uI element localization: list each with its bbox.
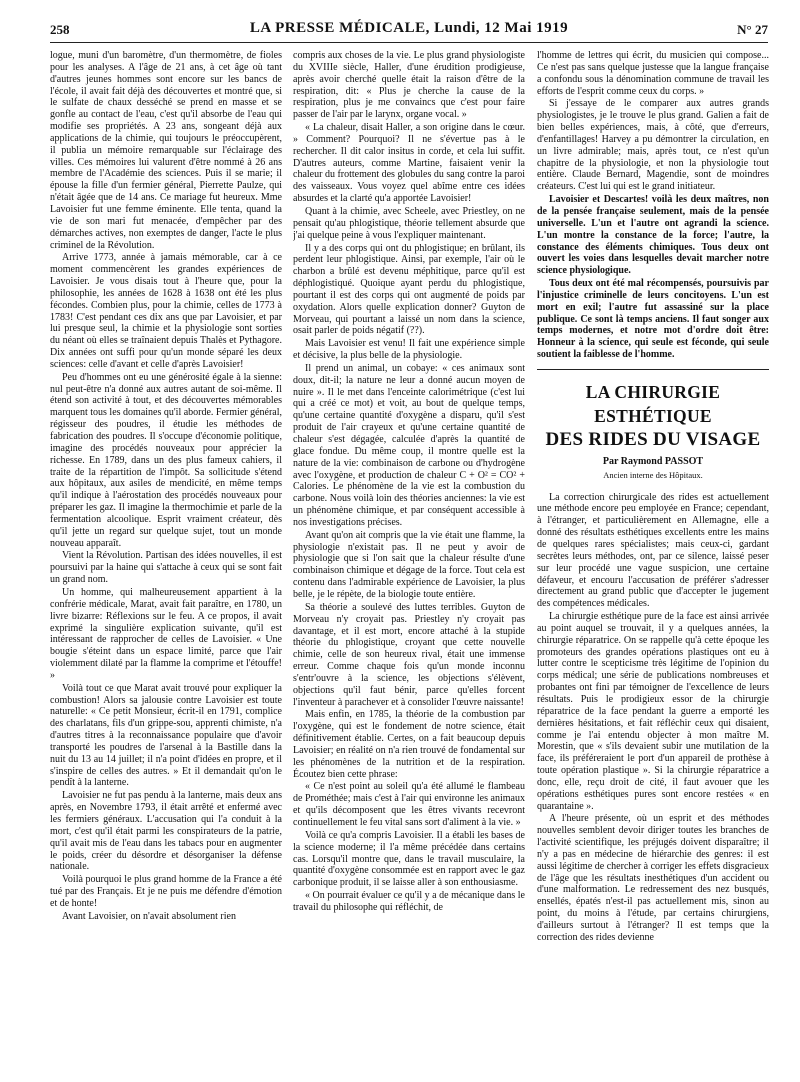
paragraph: Sa théorie a soulevé des luttes terribles. Guyton de Morveau n'y croyait pas. Priestley n'y croyait pas davantage, et il est mort, encore attaché à la stupide théorie du phlogistique, croyant que cette nouvelle chimie, celle de son heureux rival, était une immense erreur. Comme chaque fois qu'un monde inconnu s'entr'ouvre à la science, les objections s'élèvent, objections qu'il faut bénir, parce qu'elles forcent l'inventeur à parachever et à consolider l'œuvre naissante! xyxy=(293,601,525,708)
paragraph: Lavoisier ne fut pas pendu à la lanterne, mais deux ans après, en Novembre 1793, il était arrêté et enfermé avec les fermiers généraux. L'accusation qui l'a conduit à la mort, c'est qu'il était parmi les conspirateurs de la patrie, qu'il avait mis de l'eau dans les tabacs pour en augmenter le poids, créer du désordre et désorganiser la défense nationale. xyxy=(50,790,282,873)
paragraph: Avant Lavoisier, on n'avait absolument rien xyxy=(62,910,236,922)
paragraph: Arrive 1773, année à jamais mémorable, car à ce moment commencèrent les grandes expériences de Lavoisier. Je vous disais tout à l'heure que, pour la philosophie, les années de 1628 à 1638 ont été les plus fécondes. Combien plus, pour la chimie, celles de 1773 à 1783! C'est pendant ces dix ans que par Lavoisier, et par lui presque seul, la chimie et la physiologie sont sorties du néant où elles se traînaient depuis Thalès et Pythagore. Dix années ont suffi pour qu'un monde séparé les deux sciences: celle d'avant et celle d'après Lavoisier! xyxy=(50,252,282,370)
paragraph: logue, muni d'un baromètre, d'un thermomètre, de fioles pour les analyses. A l'âge de 21 ans, à cet âge où tant d'autres jeunes hommes sont encore sur les bancs de l'école, il avait fait déjà des découvertes et montré que, si le sulfate de chaux desséché se prend en masse et se gonfle au contact de l'eau, c'est qu'il absorbe de l'eau qui modifie ses propriétés. A 23 ans, songeant déjà aux applications de la chimie, qui toujours le préoccupèrent, il publia un mémoire remarquable sur l'éclairage des villes. Ces mémoires lui valurent d'être nommé à 26 ans membre de l'Académie des sciences. Puis il se marie; il épouse la fille d'un fermier général, Pierrette Paulze, qui n'était âgée que de 14 ans. Ce mariage fut heureux. Mme Lavoisier fut une femme éminente. Elle tenta, quand la vie de son mari fut menacée, d'empêcher par des démarches actives, non exemptes de danger, l'acte le plus criminel de la Révolution. xyxy=(50,50,282,251)
paragraph: Un homme, qui malheureusement appartient à la confrérie médicale, Marat, avait fait paraître, en 1780, un livre bizarre: Réflexions sur le feu. A ce propos, il avait exprimé la singulière explication suivante, qu'il est intéressant de rapprocher de celles de Lavoisier. « Une bougie s'éteint dans un espace limité, parce que l'air violemment dilaté par la flamme la comprime et l'étouffe! » xyxy=(50,586,282,681)
column-1 xyxy=(50,50,282,1078)
paragraph: Il y a des corps qui ont du phlogistique; en brûlant, ils perdent leur phlogistique. Ainsi, par exemple, l'air où le charbon a brûlé est devenu méphitique, parce qu'il est déphlogistiqué. Quoique ayant perdu du phlogistique, pourtant il est des corps qui ont augmenté de poids par oxydation. Alors quelle explication donner? Guyton de Morveau, qui pourtant a laissé un nom dans la science, osait parler de poids négatif (??). xyxy=(293,242,525,337)
paragraph: Mais enfin, en 1785, la théorie de la combustion par l'oxygène, qui est le fondement de notre science, était définitivement établie. Certes, on a fait beaucoup depuis Lavoisier; en réalité on n'a rien trouvé de fondamental sur les phénomènes de la nutrition et de la respiration. Écoutez bien cette phrase: xyxy=(293,709,525,780)
column-3 xyxy=(537,50,769,1078)
paragraph: Quant à la chimie, avec Scheele, avec Priestley, on ne pensait qu'au phlogistique, théorie tellement absurde que j'ai quelque peine à vous l'expliquer maintenant. xyxy=(293,205,525,241)
paragraph: l'homme de lettres qui écrit, du musicien qui compose... Ce n'est pas sans quelque justesse que la langue française a confondu sous la dénomination commune de travail les efforts de l'esprit comme ceux du corps. » xyxy=(537,50,769,97)
journal-title: LA PRESSE MÉDICALE, Lundi, 12 Mai 1919 xyxy=(249,20,569,36)
article-affiliation: Ancien interne des Hôpitaux. xyxy=(603,469,703,480)
article-title-line-2: DES RIDES DU VISAGE xyxy=(545,428,761,450)
section-divider xyxy=(537,369,769,370)
paragraph: « La chaleur, disait Haller, a son origine dans le cœur. » Comment? Pourquoi? Il ne s'évertue pas à le rechercher. Il dit calor insitus in corde, et cela lui suffit. D'autres auteurs, comme Martine, faisaient venir la chaleur du frottement des globules du sang contre la paroi des vaisseaux. Vous voyez quel abîme entre ces idées absurdes et la clarté qu'a apportée Lavoisier! xyxy=(293,122,525,205)
paragraph: Vient la Révolution. Partisan des idées nouvelles, il est poursuivi par la haine qui s'attache à ceux qui se sont fait un grand nom. xyxy=(50,550,282,586)
paragraph: compris aux choses de la vie. Le plus grand physiologiste du XVIIIe siècle, Haller, d'une érudition prodigieuse, après avoir cherché quelle était la raison d'être de la respiration, dit: « Plus je cherche la cause de la respiration, plus je me convaincs que c'est pour faire passer de l'air par le larynx, organe vocal. » xyxy=(293,50,525,121)
paragraph: Il prend un animal, un cobaye: « ces animaux sont doux, dit-il; la nature ne leur a donné aucun moyen de nuire ». Il le met dans l'enceinte calorimétrique (c'est lui qui a créé ce mot) et voit, au bout de quelque temps, qu'une certaine quantité d'oxygène a disparu, qu'il s'est produit de l'air crayeux et qu'une certaine quantité de chaleur s'est dégagée, calculée d'après la quantité de glace fondue. Du même coup, il montre quelle est la nature de la vie: combinaison de carbone ou d'hydrogène avec l'oxygène, et production de chaleur C + O² = CO² + Calories. Le phénomène de la vie est la combustion du carbone. Nous voilà loin des théories anciennes: la vie est un phénomène chimique, et par conséquent accessible à nos investigations précises. xyxy=(293,362,525,528)
article-title-line-1: LA CHIRURGIE ESTHÉTIQUE xyxy=(585,381,721,426)
running-header xyxy=(50,20,768,43)
paragraph: Peu d'hommes ont eu une générosité égale à la sienne: nul peut-être n'a donné aux autres autant de soi-même. Il étend son activité à tout, et des découvertes mémorables marquent tous les domaines qu'il aborde. Fermier général, régisseur des poudres, il étudie les méthodes de fabrication des poudres. Il s'occupe d'économie politique, imagine des procédés nouveaux pour apprécier la richesse. En 1789, dans un des plus fameux cahiers, il traite de la répartition de l'impôt. Sa sollicitude s'étend aux hôpitaux, aux asiles de mendicité, en même temps qu'il indique à l'aérostation des procédés nouveaux pour préparer les gaz. Il imagine la thermochimie et parle de la fermentation alcoolique. Esprit vraiment créateur, dès qu'il jette un regard sur quelque sujet, tout un monde nouveau apparaît. xyxy=(50,371,282,549)
paragraph: Tous deux ont été mal récompensés, poursuivis par l'injustice criminelle de leurs concitoyens. L'un est mort en exil; l'autre fut assassiné sur la place publique. Ce sont là temps anciens. Il faut songer aux temps modernes, et notre mot d'ordre doit être: Honneur à la science, qui seule est féconde, qui seule soutient la faiblesse de l'homme. xyxy=(537,278,769,361)
paragraph: La correction chirurgicale des rides est actuellement une méthode encore peu employée en France; cependant, à l'étranger, et particulièrement en Allemagne, elle a donné des résultats esthétiques excellents entre les mains de quelques rares spécialistes; mais ceux-ci, gardant secrètes leurs méthodes, ont, par ce silence, laissé peser sur leur procédé une vague suspicion, une certaine défaveur, et encouru l'accusation de préférer s'adresser directement au grand public que d'accepter le jugement des compétences médicales. xyxy=(537,491,769,610)
paragraph: A l'heure présente, où un esprit et des méthodes nouvelles semblent devoir diriger toutes les branches de l'activité scientifique, les préjugés doivent disparaître; il n'y a pas en médecine de hiérarchie des genres: il est aussi légitime de chercher à corriger les effets disgracieux de l'âge que les résultats inesthétiques d'un accident ou d'une malformation. Le redressement des nez busqués, ensellés, épatés n'est-il pas actuellement mis, sinon au point, du moins à l'étude, par certains chirurgiens, d'ailleurs surtout à l'étranger? Il est temps que la correction des rides devienne xyxy=(537,813,769,943)
paragraph: « On pourrait évaluer ce qu'il y a de mécanique dans le travail du philosophe qui réfléchit, de xyxy=(293,890,525,913)
paragraph: Voilà ce qu'a compris Lavoisier. Il a établi les bases de la science moderne; il l'a même précédée dans certains cas. Lorsqu'il montre que, dans le travail musculaire, la quantité d'oxygène consommée est en rapport avec le gaz carbonique produit, il se laisse aller à son enthousiasme. xyxy=(293,829,525,889)
paragraph: Avant qu'on ait compris que la vie était une flamme, la physiologie n'existait pas. Il ne peut y avoir de physiologie que si l'on sait que la chaleur résulte d'une combinaison chimique et dégage de la force. Tout cela est contenu dans l'admirable expérience de Lavoisier, la plus belle, je le répète, de la biologie toute entière. xyxy=(293,529,525,600)
page-number: 258 xyxy=(50,22,70,37)
paragraph: Mais Lavoisier est venu! Il fait une expérience simple et décisive, la plus belle de la physiologie. xyxy=(293,338,525,362)
issue-number: N° 27 xyxy=(737,22,768,37)
paragraph: La chirurgie esthétique pure de la face est ainsi arrivée au point auquel se trouvait, il y a quelques années, la chirurgie réparatrice. On se rappelle qu'à cette époque les promoteurs des grandes opérations plastiques ont eu à lutter contre le scepticisme très légitime de l'opinion du corps médical; une série de publications nombreuses et probantes ont fini par témoigner de l'excellence de leurs résultats. Puis le prodigieux essor de la chirurgie réparatrice de la face pendant la guerre a emporté les dernières hésitations, et fait réfléchir ceux qui disaient, comme je l'ai entendu objecter à mon maître M. Morestin, que « s'ils devaient subir une mutilation de la face, ils préféreraient le port d'un appareil de prothèse à toute opération plastique ». Si la chirurgie réparatrice a donc, elle, reçu droit de cité, il faut avouer que les opérations esthétiques pures sont encore restées « en quarantaine ». xyxy=(537,611,769,812)
column-2 xyxy=(293,50,525,1078)
paragraph: Si j'essaye de le comparer aux autres grands physiologistes, je le trouve le plus grand. Galien a fait de bien belles expériences, mais, à côté, que d'erreurs, d'enfantillages! Harvey a pu démontrer la circulation, en un livre admirable; mais, après tout, ce n'est qu'un chapitre de la physiologie, et non la physiologie tout entière. Claude Bernard, Magendie, sont de moindres créateurs. C'est lui qui est le grand initiateur. xyxy=(537,98,769,193)
paragraph: Voilà pourquoi le plus grand homme de la France a été tué par des Français. Et je ne puis me défendre d'émotion et de honte! xyxy=(50,874,282,909)
article-byline: Par Raymond PASSOT xyxy=(602,455,704,467)
paragraph: « Ce n'est point au soleil qu'a été allumé le flambeau de Prométhée; mais c'est à l'air qui environne les animaux et qu'ils décomposent que les êtres vivants recevront continuellement le feu vital sans sort d'aliment à la vie. » xyxy=(293,781,525,828)
paragraph: Voilà tout ce que Marat avait trouvé pour expliquer la combustion! Alors sa jalousie contre Lavoisier est toute naturelle: « Ce petit Monsieur, écrit-il en 1791, complice des charlatans, fils d'un grippe-sou, apprenti chimiste, n'a d'autres titres à la reconnaissance populaire que d'avoir transporté les poudres de l'arsenal à la Bastille dans la nuit du 13 au 14 juillet; il n'a point d'idées en propre, et il s'inspire de celles des autres. » Et il demandait qu'on le pendît à la lanterne. xyxy=(50,682,282,789)
paragraph: Lavoisier et Descartes! voilà les deux maîtres, non de la pensée française seulement, mais de la pensée universelle. L'un et l'autre ont agrandi la science. L'un montre la constance de la force; l'autre, la constance des éléments chimiques. Tous deux ont ouvert les voies dans lesquelles devait marcher notre science physiologique. xyxy=(537,194,769,277)
